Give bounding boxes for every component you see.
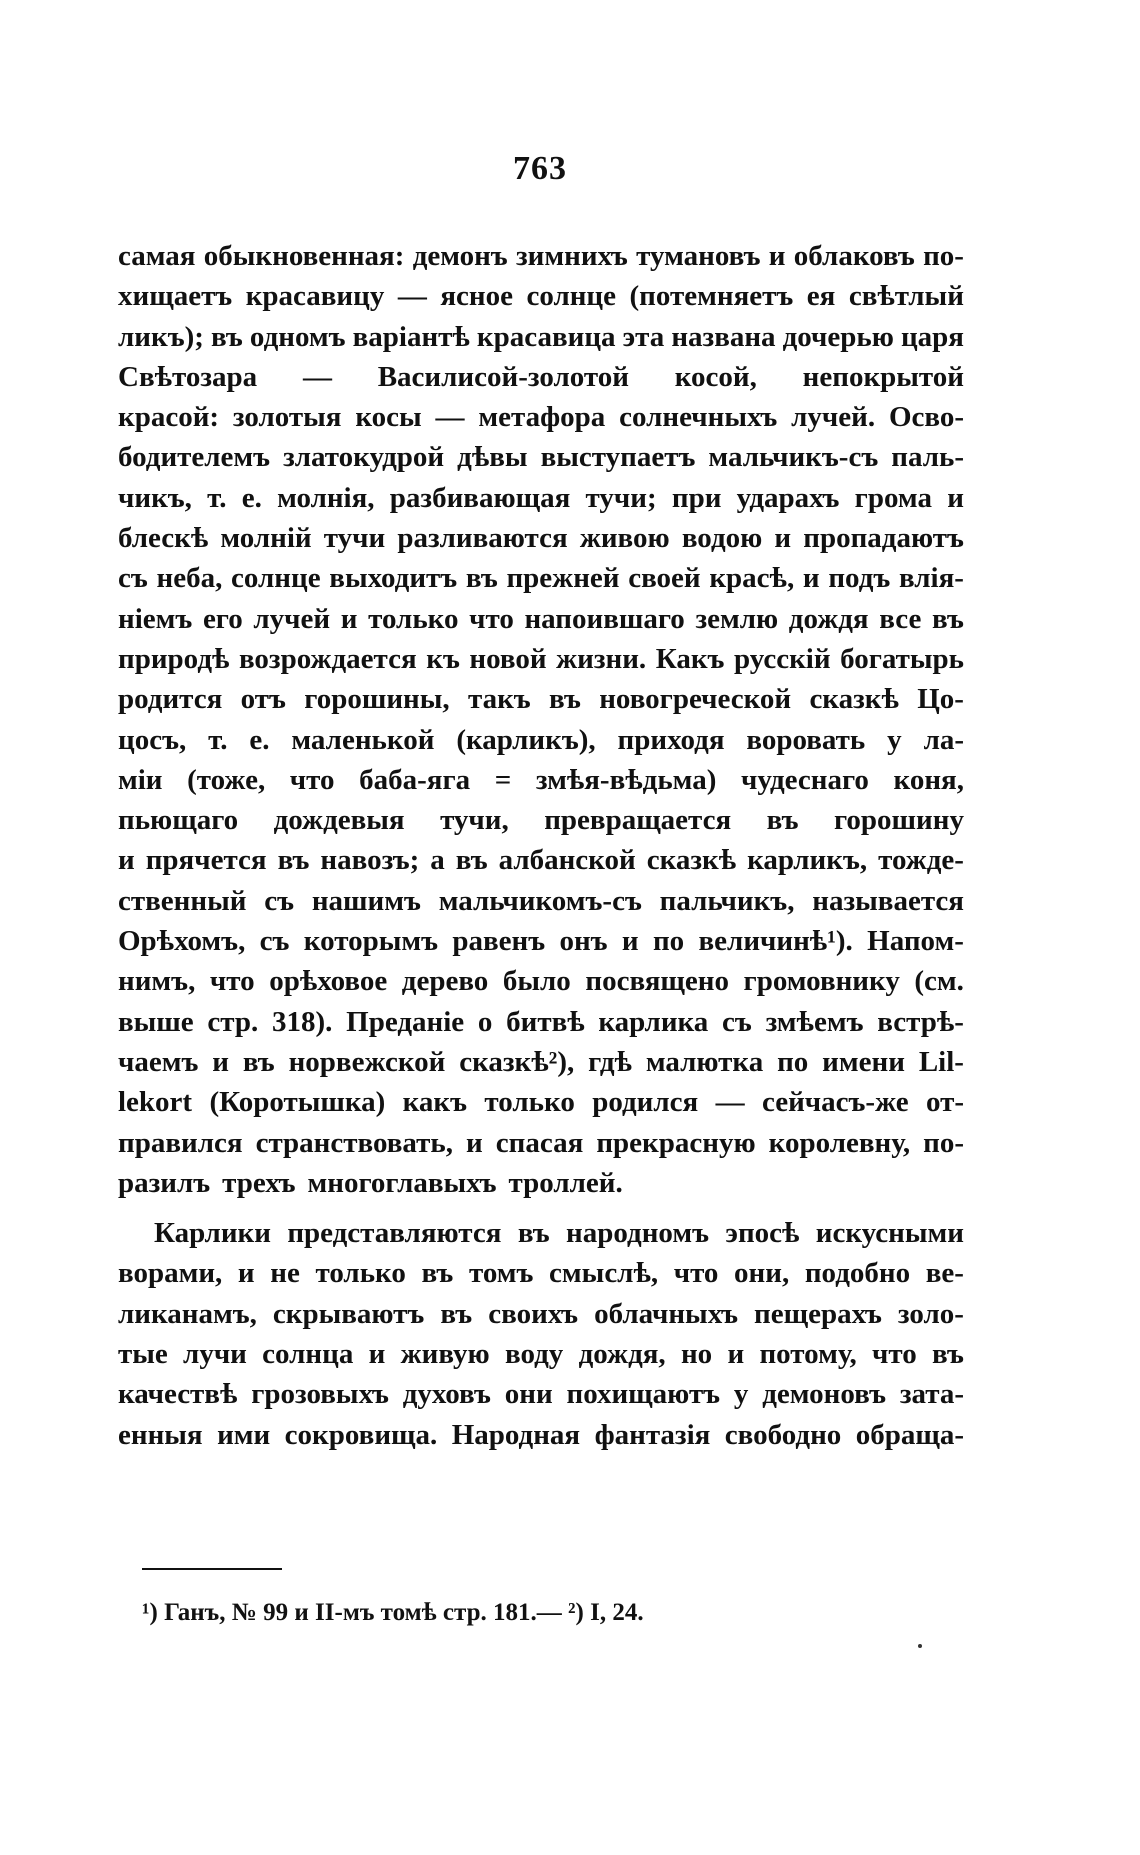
word: нимъ, xyxy=(118,965,196,998)
word: названа xyxy=(671,320,776,353)
text-line xyxy=(118,437,964,477)
word: духовъ xyxy=(402,1378,491,1411)
text-line xyxy=(118,720,964,760)
word: Василисой-золотой xyxy=(377,360,629,393)
text-line xyxy=(118,599,964,639)
word: русскій xyxy=(734,642,831,675)
text-line xyxy=(118,1163,964,1203)
word: а xyxy=(430,844,445,877)
word: мальчикъ-съ xyxy=(708,441,879,474)
word: битвѣ xyxy=(506,1005,585,1038)
text-line xyxy=(118,639,964,679)
word: чаемъ xyxy=(118,1045,199,1078)
word: королевну, xyxy=(768,1126,911,1159)
word: ніемъ xyxy=(118,602,193,635)
word: цосъ, xyxy=(118,723,187,756)
word: варіантѣ xyxy=(352,320,470,353)
text-line xyxy=(118,760,964,800)
word: скрываютъ xyxy=(272,1297,425,1330)
word: его xyxy=(202,602,243,635)
word: спасая xyxy=(495,1126,584,1159)
text-line xyxy=(118,800,964,840)
text-line xyxy=(118,1334,964,1374)
word: къ xyxy=(426,642,460,675)
word: сказкѣ²), xyxy=(459,1045,575,1078)
word: сокровища. xyxy=(284,1418,438,1451)
word: горошины, xyxy=(304,683,450,716)
word: съ xyxy=(259,925,290,958)
word: міи xyxy=(118,763,163,796)
word: прежней xyxy=(506,562,620,595)
word: одномъ xyxy=(249,320,346,353)
word: обраща- xyxy=(855,1418,964,1451)
word: и xyxy=(466,1126,483,1159)
word: облачныхъ xyxy=(594,1297,739,1330)
word: подъ xyxy=(828,562,891,595)
word: качествѣ xyxy=(118,1378,238,1411)
text-line xyxy=(118,397,964,437)
word: 318). xyxy=(272,1005,333,1038)
page-number: 763 xyxy=(513,150,567,187)
word: демонъ xyxy=(412,240,508,272)
word: прекрасную xyxy=(596,1126,756,1159)
word: при xyxy=(671,481,722,514)
word: родился xyxy=(592,1086,699,1119)
word: только xyxy=(484,1086,575,1119)
word: = xyxy=(494,763,512,796)
word: живую xyxy=(400,1338,490,1371)
word: по- xyxy=(923,240,964,272)
word: называется xyxy=(812,884,964,917)
word: т. xyxy=(207,481,227,514)
word: и xyxy=(212,1045,229,1078)
word: горошину xyxy=(833,804,964,837)
word: родится xyxy=(118,683,223,716)
text-line xyxy=(118,679,964,719)
word: народномъ xyxy=(566,1217,710,1250)
word: красѣ, xyxy=(709,562,795,595)
word: они, xyxy=(734,1257,790,1290)
word: золотыя xyxy=(232,401,342,434)
word: красавица xyxy=(476,320,616,353)
word: и xyxy=(768,240,786,272)
word: разбивающая xyxy=(389,481,571,514)
word: выше xyxy=(118,1005,194,1038)
word: въ xyxy=(440,1297,473,1330)
word: неба, xyxy=(156,562,223,595)
word: коня, xyxy=(893,763,964,796)
word: lekort xyxy=(118,1086,193,1119)
text-line xyxy=(118,1415,964,1455)
word: по xyxy=(652,925,685,958)
word: и xyxy=(802,562,820,595)
word: лучи xyxy=(183,1338,247,1371)
word: и xyxy=(774,522,792,555)
word: смыслѣ, xyxy=(549,1257,659,1290)
word: тучи xyxy=(323,522,386,555)
word: посвящено xyxy=(585,965,729,998)
text-line xyxy=(118,881,964,921)
word: хищаетъ xyxy=(118,280,233,313)
word: съ xyxy=(722,1005,752,1038)
word: приходя xyxy=(617,723,725,756)
word: солнечныхъ xyxy=(619,401,778,434)
word: карликъ, xyxy=(747,844,868,877)
word: норвежской xyxy=(288,1045,446,1078)
text-line xyxy=(118,558,964,598)
word: въ xyxy=(549,683,581,716)
word: ственный xyxy=(118,884,247,917)
text-line xyxy=(118,1042,964,1082)
word: въ xyxy=(210,320,243,353)
word: косы xyxy=(355,401,422,434)
word: Какъ xyxy=(655,642,725,675)
word: пальчикъ, xyxy=(659,884,795,917)
text-line xyxy=(118,840,964,880)
word: прячется xyxy=(145,844,267,877)
word: и xyxy=(947,481,964,514)
word: троллей. xyxy=(508,1166,623,1199)
word: не xyxy=(270,1257,300,1290)
word: зимнихъ xyxy=(516,240,628,272)
word: представляются xyxy=(287,1217,502,1250)
text-line xyxy=(118,1002,964,1042)
word: молній xyxy=(220,522,312,555)
word: съ xyxy=(118,562,148,595)
word: землю xyxy=(695,602,779,635)
word: что xyxy=(289,763,335,796)
word: тожде- xyxy=(878,844,964,877)
word: въ xyxy=(242,1045,275,1078)
word: что xyxy=(872,1338,917,1371)
word: выходитъ xyxy=(329,562,458,595)
footnote-divider xyxy=(142,1568,282,1570)
word: ликъ); xyxy=(118,320,204,353)
word: Цо- xyxy=(917,683,964,716)
text-line xyxy=(118,357,964,397)
word: дождя xyxy=(788,602,869,635)
word: (потемняетъ xyxy=(629,280,794,313)
word: своей xyxy=(628,562,701,595)
word: эта xyxy=(622,320,665,353)
word: албанской xyxy=(498,844,636,877)
word: навозъ; xyxy=(320,844,420,877)
word: по- xyxy=(923,1126,964,1159)
word: зата- xyxy=(899,1378,964,1411)
text-line xyxy=(118,1374,964,1414)
word: живою xyxy=(579,522,670,555)
word: въ xyxy=(277,844,310,877)
word: дождя, xyxy=(578,1338,666,1371)
text-line xyxy=(118,317,964,357)
word: воровать xyxy=(746,723,866,756)
word: Орѣхомъ, xyxy=(118,925,246,958)
word: тые xyxy=(118,1338,168,1371)
word: онъ xyxy=(559,925,608,958)
word: новой xyxy=(469,642,547,675)
word: (см. xyxy=(914,965,964,998)
word: все xyxy=(879,602,922,635)
word: маленькой xyxy=(291,723,435,756)
word: блескѣ xyxy=(118,522,209,555)
word: — xyxy=(302,360,332,393)
word: ве- xyxy=(925,1257,964,1290)
word: — xyxy=(715,1086,745,1119)
word: свободно xyxy=(724,1418,842,1451)
word: дерево xyxy=(401,965,489,998)
text-line xyxy=(118,961,964,1001)
word: выступаетъ xyxy=(540,441,696,474)
word: Lil- xyxy=(918,1045,964,1078)
word: и xyxy=(118,844,135,877)
word: — xyxy=(435,401,465,434)
word: грозовыхъ xyxy=(251,1378,389,1411)
word: какъ xyxy=(402,1086,468,1119)
word: и xyxy=(340,602,358,635)
word: новогреческой xyxy=(599,683,792,716)
word: нашимъ xyxy=(311,884,421,917)
word: эпосѣ xyxy=(725,1217,800,1250)
word: — xyxy=(397,280,427,313)
word: и xyxy=(368,1338,386,1371)
word: о xyxy=(477,1005,493,1038)
word: было xyxy=(502,965,571,998)
word: самая xyxy=(118,240,196,272)
word: грома xyxy=(854,481,932,514)
word: отъ xyxy=(240,683,286,716)
word: у xyxy=(887,723,902,756)
word: красой: xyxy=(118,401,220,434)
word: мальчикомъ-съ xyxy=(438,884,642,917)
word: разливаются xyxy=(397,522,568,555)
word: что xyxy=(209,965,255,998)
word: Осво- xyxy=(888,401,964,434)
word: Преданіе xyxy=(346,1005,465,1038)
text-line xyxy=(118,1294,964,1334)
word: возрождается xyxy=(238,642,417,675)
word: змѣя-вѣдьма) xyxy=(535,763,717,796)
word: съ xyxy=(264,884,295,917)
word: от- xyxy=(925,1086,964,1119)
body-text xyxy=(118,236,964,1455)
print-speck xyxy=(918,1644,922,1648)
word: (карликъ), xyxy=(456,723,596,756)
word: солнце xyxy=(231,562,321,595)
word: въ xyxy=(455,844,488,877)
word: солнца xyxy=(262,1338,354,1371)
word: свѣтлый xyxy=(848,280,964,313)
word: Карлики xyxy=(154,1217,271,1250)
word: енныя xyxy=(118,1418,203,1451)
word: потому, xyxy=(759,1338,857,1371)
word: орѣховое xyxy=(269,965,388,998)
word: царя xyxy=(900,320,964,353)
word: демоновъ xyxy=(762,1378,886,1411)
word: сказкѣ xyxy=(646,844,737,877)
paragraph-gap xyxy=(118,1203,964,1213)
word: гдѣ xyxy=(588,1045,632,1078)
word: но xyxy=(680,1338,713,1371)
word: природѣ xyxy=(118,642,230,675)
word: пещерахъ xyxy=(754,1297,882,1330)
word: богатырь xyxy=(840,642,964,675)
word: что xyxy=(469,602,514,635)
word: (тоже, xyxy=(187,763,266,796)
word: у xyxy=(733,1378,749,1411)
word: фантазія xyxy=(594,1418,711,1451)
word: карлика xyxy=(598,1005,709,1038)
word: облаковъ xyxy=(793,240,915,272)
word: и xyxy=(727,1338,745,1371)
word: тумановъ xyxy=(636,240,761,272)
text-line xyxy=(118,236,964,276)
footnote: ¹) Ганъ, № 99 и II-мъ томѣ стр. 181.— ²) I, 24. xyxy=(142,1599,644,1626)
word: въ xyxy=(932,1338,964,1371)
word: влія- xyxy=(898,562,964,595)
word: превращается xyxy=(544,804,732,837)
word: пьющаго xyxy=(118,804,239,837)
word: правился xyxy=(118,1126,243,1159)
word: въ xyxy=(766,804,799,837)
text-line xyxy=(118,1213,964,1253)
word: ла- xyxy=(923,723,964,756)
word: сейчасъ-же xyxy=(761,1086,909,1119)
word: равенъ xyxy=(452,925,546,958)
word: что xyxy=(673,1257,719,1290)
word: только xyxy=(315,1257,406,1290)
word: красавицу xyxy=(245,280,385,313)
word: е. xyxy=(241,481,262,514)
word: тучи, xyxy=(440,804,509,837)
word: имени xyxy=(822,1045,905,1078)
word: воду xyxy=(505,1338,564,1371)
word: чудеснаго xyxy=(740,763,869,796)
word: непокрытой xyxy=(802,360,964,393)
word: по xyxy=(777,1045,809,1078)
word: паль- xyxy=(891,441,964,474)
word: только xyxy=(368,602,459,635)
text-line xyxy=(118,518,964,558)
word: т. xyxy=(208,723,228,756)
word: (Коротышка) xyxy=(209,1086,386,1119)
word: многоглавыхъ xyxy=(307,1166,497,1199)
word: метафора xyxy=(478,401,606,434)
word: ясное xyxy=(440,280,513,313)
word: дождевыя xyxy=(273,804,405,837)
word: змѣемъ xyxy=(765,1005,864,1038)
word: такъ xyxy=(467,683,531,716)
word: своихъ xyxy=(488,1297,579,1330)
word: е. xyxy=(249,723,270,756)
word: водою xyxy=(681,522,763,555)
word: обыкновенная: xyxy=(203,240,405,272)
word: дѣвы xyxy=(457,441,528,474)
word: въ xyxy=(932,602,964,635)
word: тучи; xyxy=(585,481,657,514)
word: жизни. xyxy=(556,642,647,675)
text-line xyxy=(118,478,964,518)
text-line xyxy=(118,276,964,316)
text-line xyxy=(118,1253,964,1293)
word: малютка xyxy=(645,1045,764,1078)
word: ея xyxy=(806,280,836,313)
word: пропадаютъ xyxy=(803,522,964,555)
word: они xyxy=(504,1378,553,1411)
word: молнія, xyxy=(277,481,375,514)
word: ликанамъ, xyxy=(118,1297,257,1330)
word: Напом- xyxy=(867,925,964,958)
word: баба-яга xyxy=(359,763,471,796)
word: напоившаго xyxy=(524,602,685,635)
word: величинѣ¹). xyxy=(698,925,853,958)
word: которымъ xyxy=(303,925,439,958)
word: подобно xyxy=(804,1257,911,1290)
word: солнце xyxy=(526,280,617,313)
word: странствовать, xyxy=(255,1126,453,1159)
word: въ xyxy=(421,1257,454,1290)
word: золо- xyxy=(897,1297,964,1330)
word: разилъ xyxy=(118,1166,211,1199)
word: Народная xyxy=(451,1418,581,1451)
word: томъ xyxy=(468,1257,534,1290)
word: дочерью xyxy=(782,320,894,353)
word: громовнику xyxy=(743,965,900,998)
word: ворами, xyxy=(118,1257,223,1290)
word: трехъ xyxy=(222,1166,296,1199)
word: въ xyxy=(517,1217,550,1250)
word: Свѣтозара xyxy=(118,360,258,393)
word: въ xyxy=(465,562,498,595)
word: и xyxy=(621,925,639,958)
word: златокудрой xyxy=(283,441,445,474)
word: и xyxy=(237,1257,255,1290)
text-line xyxy=(118,1082,964,1122)
word: чикъ, xyxy=(118,481,192,514)
word: косой, xyxy=(674,360,757,393)
word: лучей. xyxy=(791,401,876,434)
word: лучей xyxy=(253,602,331,635)
text-line xyxy=(118,1123,964,1163)
text-line xyxy=(118,921,964,961)
word: похищаютъ xyxy=(566,1378,721,1411)
word: стр. xyxy=(207,1005,259,1038)
word: искусными xyxy=(815,1217,964,1250)
word: бодителемъ xyxy=(118,441,271,474)
word: встрѣ- xyxy=(877,1005,964,1038)
word: ими xyxy=(217,1418,271,1451)
word: сказкѣ xyxy=(809,683,899,716)
word: ударахъ xyxy=(736,481,840,514)
